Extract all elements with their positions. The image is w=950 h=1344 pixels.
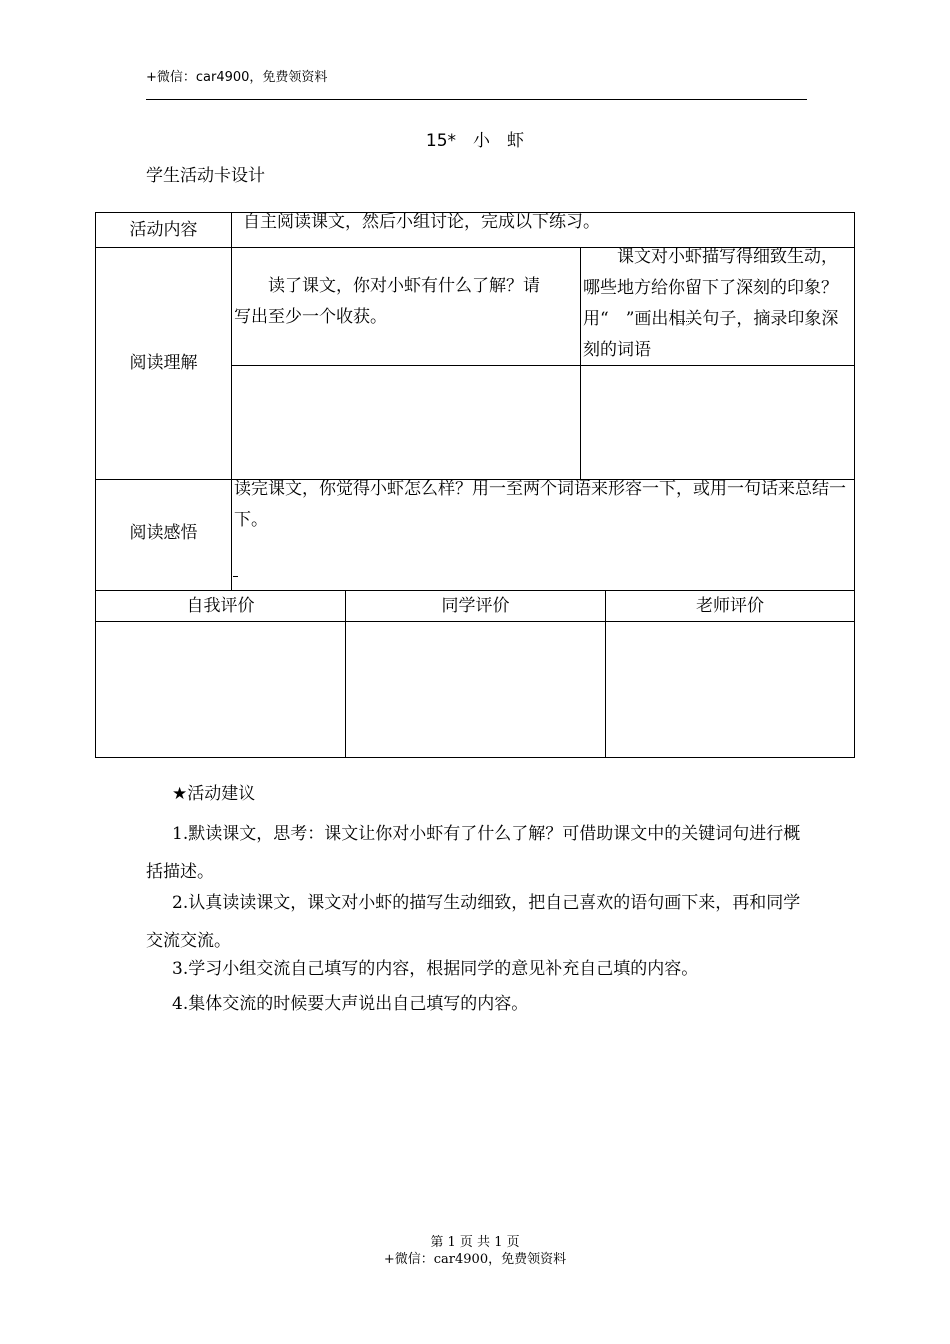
reading-question-2: 课文对小虾描写得细致生动，哪些地方给你留下了深刻的印象？用“ ”画出相关句子，摘录印象深刻的词语: [583, 247, 839, 360]
reading-question-1: 读了课文，你对小虾有什么了解？请写出至少一个收获。: [234, 276, 540, 327]
suggestion-item-2: 2.认真读读课文，课文对小虾的描写生动细致，把自己喜欢的语句画下来，再和同学交流交流。: [146, 893, 801, 951]
table-line: [580, 247, 581, 480]
subtitle: 学生活动卡设计: [146, 166, 265, 186]
cursor-mark: [233, 576, 238, 577]
suggestion-item-1: 1.默读课文，思考：课文让你对小虾有了什么了解？可借助课文中的关键词句进行概括描述。: [146, 824, 801, 882]
eval-teacher-label: 老师评价: [696, 596, 764, 616]
header-note: +微信：car4900，免费领资料: [146, 70, 328, 85]
eval-peer-field[interactable]: [346, 622, 605, 757]
eval-self-field[interactable]: [96, 622, 345, 757]
eval-self-label: 自我评价: [186, 596, 255, 616]
page-title: 15* 小 虾: [425, 131, 525, 151]
activity-label: 活动内容: [129, 220, 198, 240]
feeling-label: 阅读感悟: [129, 523, 198, 543]
suggestions-heading: ★活动建议: [172, 784, 256, 804]
eval-teacher-field[interactable]: [606, 622, 854, 757]
activity-text: 自主阅读课文，然后小组讨论，完成以下练习。: [243, 212, 600, 232]
feeling-text: 读完课文，你觉得小虾怎么样？用一至两个词语来形容一下，或用一句话来总结一下。: [234, 479, 846, 530]
eval-peer-label: 同学评价: [441, 596, 510, 616]
suggestion-item-4: 4.集体交流的时候要大声说出自己填写的内容。: [172, 994, 529, 1014]
reading-label: 阅读理解: [129, 353, 198, 373]
page-number: 第 1 页 共 1 页: [430, 1235, 520, 1250]
suggestion-item-3: 3.学习小组交流自己填写的内容，根据同学的意见补充自己填的内容。: [172, 959, 699, 979]
footer-note: +微信：car4900，免费领资料: [383, 1252, 567, 1267]
wavy-underline-mark: [677, 321, 691, 323]
table-line: [231, 212, 232, 591]
header-rule: [146, 99, 807, 100]
table-border-bottom: [95, 757, 855, 758]
